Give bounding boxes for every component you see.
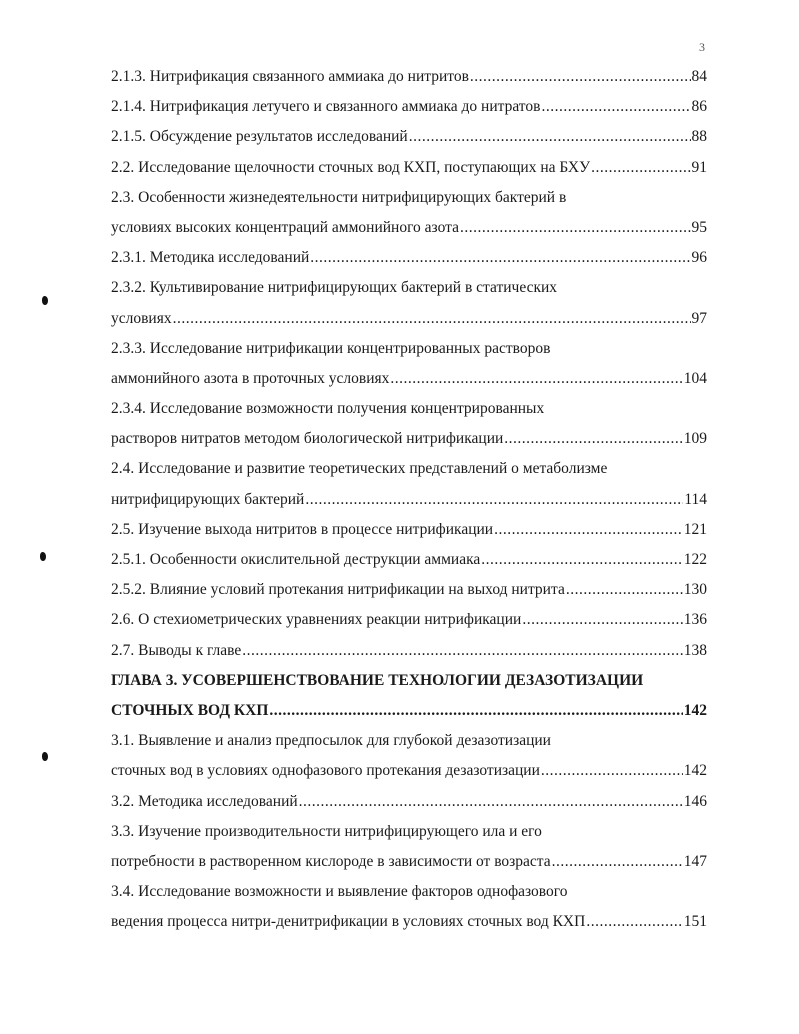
dot-leader bbox=[481, 545, 682, 575]
scan-speck bbox=[40, 552, 46, 561]
toc-entry-page: 142 bbox=[683, 762, 707, 780]
toc-entry bbox=[111, 817, 707, 847]
toc-entry-title: условиях высоких концентраций аммонийного азота bbox=[111, 218, 459, 236]
toc-entry bbox=[111, 62, 707, 92]
dot-leader bbox=[310, 243, 690, 273]
dot-leader bbox=[591, 153, 690, 183]
toc-entry-title: сточных вод в условиях однофазового протекания дезазотизации bbox=[111, 762, 540, 780]
toc-entry bbox=[111, 787, 707, 817]
toc-entry-page: 84 bbox=[691, 68, 707, 85]
toc-entry-page: 114 bbox=[684, 490, 707, 508]
table-of-contents bbox=[111, 62, 707, 937]
toc-entry bbox=[111, 515, 707, 545]
toc-entry-title: ведения процесса нитри-денитрификации в условиях сточных вод КХП bbox=[111, 913, 586, 931]
toc-entry bbox=[111, 485, 707, 515]
toc-entry-title: нитрифицирующих бактерий bbox=[111, 490, 305, 508]
toc-entry bbox=[111, 213, 707, 243]
toc-entry-title: 2.3.1. Методика исследований bbox=[111, 249, 310, 267]
toc-entry bbox=[111, 907, 707, 937]
toc-entry-page: 104 bbox=[683, 369, 707, 387]
dot-leader bbox=[494, 515, 683, 545]
toc-entry-title: 2.1.5. Обсуждение результатов исследований bbox=[111, 128, 408, 146]
toc-entry-title: 2.5. Изучение выхода нитритов в процессе нитрификации bbox=[111, 520, 494, 538]
dot-leader bbox=[269, 696, 682, 726]
toc-entry-page: 97 bbox=[691, 309, 707, 327]
toc-entry-title: потребности в растворенном кислороде в зависимости от возраста bbox=[111, 852, 551, 870]
toc-entry-title: условиях bbox=[111, 309, 172, 327]
toc-entry-page: 86 bbox=[691, 98, 707, 116]
toc-entry-title: аммонийного азота в проточных условиях bbox=[111, 369, 390, 387]
toc-entry bbox=[111, 122, 707, 152]
dot-leader bbox=[522, 605, 682, 635]
toc-entry-title: 2.5.1. Особенности окислительной деструкции аммиака bbox=[111, 551, 481, 568]
toc-entry-page: 142 bbox=[683, 701, 707, 719]
scan-speck bbox=[42, 752, 48, 761]
toc-entry bbox=[111, 666, 707, 696]
toc-entry-title: 2.3.2. Культивирование нитрифицирующих бактерий в статических bbox=[111, 279, 558, 297]
toc-entry-page: 122 bbox=[683, 551, 707, 568]
toc-entry-page: 130 bbox=[683, 581, 707, 599]
toc-entry-page: 151 bbox=[683, 913, 707, 931]
toc-entry-page: 136 bbox=[683, 611, 707, 629]
dot-leader bbox=[460, 213, 691, 243]
toc-entry-title: 3.1. Выявление и анализ предпосылок для глубокой дезазотизации bbox=[111, 732, 551, 750]
dot-leader bbox=[586, 907, 682, 937]
toc-entry bbox=[111, 183, 707, 213]
toc-entry bbox=[111, 454, 707, 484]
dot-leader bbox=[390, 364, 682, 394]
toc-entry bbox=[111, 696, 707, 726]
toc-entry-page: 109 bbox=[683, 430, 707, 448]
dot-leader bbox=[173, 304, 691, 334]
toc-entry-title: растворов нитратов методом биологической нитрификации bbox=[111, 430, 504, 448]
toc-entry bbox=[111, 636, 707, 666]
toc-entry-title: СТОЧНЫХ ВОД КХП bbox=[111, 701, 269, 719]
page-number: 3 bbox=[699, 40, 705, 54]
dot-leader bbox=[409, 122, 691, 152]
toc-entry bbox=[111, 575, 707, 605]
toc-entry bbox=[111, 334, 707, 364]
toc-entry bbox=[111, 364, 707, 394]
toc-entry-page: 88 bbox=[691, 128, 707, 146]
dot-leader bbox=[299, 787, 683, 817]
toc-entry bbox=[111, 605, 707, 635]
toc-entry-title: 2.3.3. Исследование нитрификации концентрированных растворов bbox=[111, 339, 551, 357]
toc-entry-title: 2.3.4. Исследование возможности получения концентрированных bbox=[111, 400, 545, 418]
toc-entry bbox=[111, 424, 707, 454]
toc-entry-title: 3.4. Исследование возможности и выявление факторов однофазового bbox=[111, 883, 568, 901]
toc-entry bbox=[111, 847, 707, 877]
dot-leader bbox=[504, 424, 682, 454]
toc-entry-page: 147 bbox=[683, 852, 707, 870]
toc-entry bbox=[111, 153, 707, 183]
toc-entry bbox=[111, 92, 707, 122]
toc-entry-page: 96 bbox=[691, 249, 707, 267]
toc-entry-title: 2.4. Исследование и развитие теоретических представлений о метаболизме bbox=[111, 460, 608, 478]
toc-entry bbox=[111, 394, 707, 424]
toc-entry-title: 2.3. Особенности жизнедеятельности нитрифицирующих бактерий в bbox=[111, 188, 567, 206]
toc-entry-page: 91 bbox=[691, 158, 707, 176]
toc-entry-title: 2.7. Выводы к главе bbox=[111, 641, 242, 659]
toc-entry bbox=[111, 545, 707, 575]
toc-entry bbox=[111, 756, 707, 786]
toc-entry bbox=[111, 726, 707, 756]
toc-entry bbox=[111, 243, 707, 273]
toc-entry-title: ГЛАВА 3. УСОВЕРШЕНСТВОВАНИЕ ТЕХНОЛОГИИ ДЕЗАЗОТИЗАЦИИ bbox=[111, 671, 644, 689]
dot-leader bbox=[541, 92, 690, 122]
dot-leader bbox=[552, 847, 683, 877]
toc-entry bbox=[111, 273, 707, 303]
toc-entry-title: 2.1.4. Нитрификация летучего и связанного аммиака до нитратов bbox=[111, 98, 541, 116]
dot-leader bbox=[566, 575, 683, 605]
dot-leader bbox=[242, 636, 682, 666]
scan-speck bbox=[42, 296, 48, 305]
toc-entry-title: 2.6. О стехиометрических уравнениях реакции нитрификации bbox=[111, 611, 522, 629]
toc-entry-title: 3.3. Изучение производительности нитрифицирующего ила и его bbox=[111, 822, 542, 840]
toc-entry-title: 2.5.2. Влияние условий протекания нитрификации на выход нитрита bbox=[111, 581, 565, 599]
toc-entry-page: 146 bbox=[683, 792, 707, 810]
toc-entry bbox=[111, 304, 707, 334]
toc-entry-title: 2.2. Исследование щелочности сточных вод КХП, поступающих на БХУ bbox=[111, 158, 591, 176]
toc-entry-page: 121 bbox=[683, 520, 707, 538]
toc-entry-page: 95 bbox=[691, 218, 707, 236]
dot-leader bbox=[470, 62, 691, 92]
dot-leader bbox=[541, 756, 683, 786]
toc-entry bbox=[111, 877, 707, 907]
toc-entry-title: 2.1.3. Нитрификация связанного аммиака до нитритов bbox=[111, 68, 469, 85]
toc-entry-page: 138 bbox=[683, 641, 707, 659]
toc-entry-title: 3.2. Методика исследований bbox=[111, 792, 298, 810]
dot-leader bbox=[305, 485, 683, 515]
